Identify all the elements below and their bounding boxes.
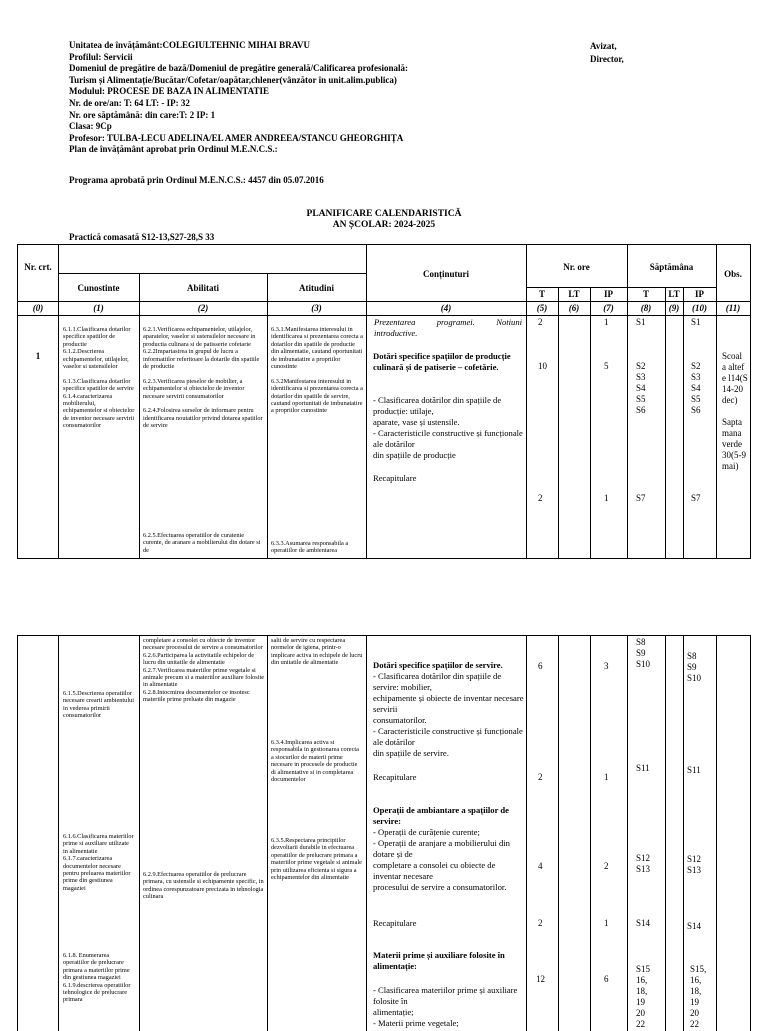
profile: Profilul: Servicii bbox=[69, 51, 133, 62]
col-num-11: (11) bbox=[725, 303, 741, 313]
row-1-number: 1 bbox=[35, 351, 41, 361]
row-2-cunostinte-c: 6.1.8. Enumerarea operatiilor de prelucrare primara a materiilor prime din gestiunea magaziei 6.1.9.descrierea operatiilor tehnologice de prelucrare primara bbox=[63, 952, 131, 1004]
col-num-0: (0) bbox=[32, 303, 44, 313]
class: Clasa: 9Cp bbox=[69, 121, 112, 132]
col-num-1: (1) bbox=[93, 303, 104, 313]
row-2-weeks-ip-e: S15, 16, 18, 19 20 22 bbox=[690, 964, 707, 1029]
row-2-content-items-1: - Clasificarea dotărilor din spațiile de servire: mobilier, echipamente și obiecte de inventar necesare servirii consumatorilor. - Caracteristicile constructive și funcționale ale dotărilor din spațiile de servire. bbox=[373, 671, 524, 758]
row-1-content-items: - Clasificarea dotărilor din spațiile de producție: utilaje, aparate, vase și ustensile. - Caracteristicile constructive și funcționale ale dotărilor din spațiile de producție bbox=[373, 395, 523, 460]
row-2-hours-ip-a: 3 bbox=[604, 661, 609, 671]
planning-table-1 bbox=[17, 244, 751, 559]
row-2-content-title-3: Materii prime și auxiliare folosite în alimentație: bbox=[373, 950, 507, 971]
col-num-7: (7) bbox=[603, 303, 614, 313]
header-lt-week: LT bbox=[668, 289, 680, 299]
header-nr-crt: Nr. crt. bbox=[24, 262, 52, 272]
header-ip: IP bbox=[604, 289, 613, 299]
row-1-content-title: Dotări specifice spațiilor de producție culinară și de patiserie – cofetărie. bbox=[373, 351, 513, 372]
header-saptamana: Săptămâna bbox=[649, 262, 694, 272]
header-t: T bbox=[538, 289, 545, 299]
header-cunostinte: Cunostinte bbox=[77, 283, 120, 293]
row-2-weeks-t-c: S12 S13 bbox=[636, 853, 651, 874]
col-num-8: (8) bbox=[640, 303, 652, 313]
row-2-hours-ip-b: 1 bbox=[604, 772, 609, 782]
col-num-10: (10) bbox=[692, 303, 707, 313]
row-1-hours-t: 2 10 2 bbox=[538, 317, 547, 503]
row-1-weeks-ip: S1 S2 S3 S4 S5 S6 S7 bbox=[691, 317, 701, 503]
row-1-cunostinte: 6.1.1.Clasificarea dotarilor specifice spatiilor de productie 6.1.2.Descrierea echipamentelor, utilajelor, vaselor si ustensilelor 6.1.3.Clasificarea dotarilor specifice spatiilor de servire 6.1.4.caracterizarea mobilierului, echipamentelor si obiectelor de inventor necesare servirii consumatorilor bbox=[63, 326, 135, 430]
domain: Domeniul de pregătire de bază/Domeniul de pregătire generală/Calificarea profesională: bbox=[69, 63, 408, 74]
header-atitudini: Atitudini bbox=[298, 283, 334, 293]
row-2-atitudini-b: 6.3.4.Implicarea activa si responsabila in gestionarea corecta a stocurilor de materii prime necesare in procesele de productie di alimentative si in completarea documentelor bbox=[271, 739, 361, 784]
row-2-hours-t-d: 2 bbox=[538, 918, 543, 928]
col-num-5: (5) bbox=[536, 303, 548, 313]
row-2-cunostinte-b: 6.1.6.Clasificarea materiilor prime si auxiliare utilizate in alimentatie 6.1.7.caracterizarea documentelor necesare pentru preluarea materiilor prime din gestiunea magaziei bbox=[63, 833, 134, 892]
row-2-content-title-1: Dotări specifice spațiilor de servire. bbox=[373, 660, 503, 670]
row-2-recap-2: Recapitulare bbox=[373, 918, 417, 928]
practice-note: Practică comasată S12-13,S27-28,S 33 bbox=[69, 232, 215, 242]
row-2-weeks-t-d: S14 bbox=[636, 918, 651, 928]
header-lt: LT bbox=[568, 289, 580, 299]
row-1-recap: Recapitulare bbox=[373, 473, 417, 483]
director-label: Director, bbox=[590, 54, 624, 64]
row-2-hours-ip-c: 2 bbox=[604, 861, 609, 871]
col-num-2: (2) bbox=[197, 303, 209, 313]
row-2-hours-ip-e: 6 bbox=[604, 974, 609, 984]
row-2-hours-t-b: 2 bbox=[538, 772, 543, 782]
row-2-cunostinte-a: 6.1.5.Descrierea operatiilor necesare crearii ambientului in vederea primirii consumatorilor bbox=[63, 690, 136, 720]
col-num-6: (6) bbox=[568, 303, 580, 313]
row-2-atitudini: salii de servire cu respectarea normelor de igiena, printr-o implicare activa in echipele de lucru din unitatile de alimentatie bbox=[271, 637, 365, 667]
row-2-abilitati: completare a consolei cu obiecte de inventor necesare procesului de servire a consumatorilor 6.2.6.Participarea la activitatile echipelor de lucru din unitatile de alimentatie 6.2.7.Verificarea materiilor prime vegetale si animale precum si a materiilor auxiliare folosite in alimentatie 6.2.8.Intocmirea documentelor ce insotesc materiile prime preluate din magazie bbox=[143, 637, 264, 704]
row-1-hours-ip: 1 5 1 bbox=[604, 317, 609, 503]
row-2-weeks-t-a: S8 S9 S10 bbox=[636, 637, 651, 669]
row-2-weeks-t-e: S15 16, 18, 19 20 22 bbox=[636, 964, 651, 1029]
header-ip-week: IP bbox=[695, 289, 704, 299]
qualification: Turism și Alimentație/Bucătar/Cofetar/oapătar,chlener(vânzător în unit.alim.publica) bbox=[69, 74, 397, 85]
program-approval: Programa aprobată prin Ordinul M.E.N.C.S.: 4457 din 05.07.2016 bbox=[69, 175, 324, 185]
row-2-hours-t-c: 4 bbox=[538, 861, 543, 871]
header-t-week: T bbox=[642, 289, 649, 299]
row-2-atitudini-c: 6.3.5.Respectarea principiilor dezvoltarii durabile in efectuarea operatiilor de prelucrare primara a materiilor prime vegetale si animale prin utilizarea eficienta si sigura a echipamentelor din alimentatie bbox=[271, 837, 364, 882]
document-header bbox=[69, 40, 589, 156]
module: Modulul: PROCESE DE BAZA IN ALIMENTATIE bbox=[69, 86, 269, 97]
curriculum-plan: Plan de învățământ aprobat prin Ordinul M.E.N.C.S.: bbox=[69, 144, 278, 155]
row-1-weeks-t: S1 S2 S3 S4 S5 S6 S7 bbox=[636, 317, 646, 503]
col-num-3: (3) bbox=[311, 303, 322, 313]
row-2-weeks-t-b: S11 bbox=[636, 763, 650, 773]
row-2-weeks-ip-a: S8 S9 S10 bbox=[687, 651, 702, 683]
row-2-weeks-ip-b: S11 bbox=[687, 765, 701, 775]
hours-per-week: Nr. ore săptămână: din care:T: 2 IP: 1 bbox=[69, 109, 216, 120]
row-2-recap-1: Recapitulare bbox=[373, 772, 417, 782]
title-main: PLANIFICARE CALENDARISTICĂ bbox=[306, 209, 462, 219]
page-title bbox=[0, 209, 768, 231]
row-2-hours-t-a: 6 bbox=[538, 661, 543, 671]
row-1-abilitati-continued: 6.2.5.Efectuarea operatiilor de curatenie curente, de aranare a mobilierului din dotare si de bbox=[143, 532, 263, 554]
row-1-atitudini: 6.3.1.Manifestarea interesului in identificarea si prezentarea corecta a dotarilor din spatiile de productie din alimentatie, cautand oportunitati de imbunatatire a propriilor cunostinte 6.3.2Manifestarea interesului in identificarea si prezentarea corecta a dotarilor din spatiile de servire, cautand oportunitati de imbunatatire a propriilor cunostinte bbox=[271, 326, 363, 415]
avizat-label: Avizat, bbox=[590, 41, 617, 51]
header-obs: Obs. bbox=[724, 269, 742, 279]
row-2-weeks-ip-c: S12 S13 bbox=[687, 854, 702, 875]
row-2-content-items-2: - Operații de curățenie curente; - Operații de aranjare a mobilierului din dotare și de completare a consolei cu obiecte de inventar necesare procesului de servire a consumatorilor. bbox=[373, 827, 510, 892]
row-1-obs: Scoal a altefe l14(S 14-20 dec) Sapta mana verde 30(5-9 mai) bbox=[722, 351, 748, 471]
row-2-weeks-ip-d: S14 bbox=[687, 921, 702, 931]
planning-table-2 bbox=[17, 635, 751, 1031]
row-2-content-items-3: - Clasificarea materiilor prime și auxiliare folosite în alimentație; - Materii prime vegetale; bbox=[373, 985, 518, 1028]
teachers: Profesor: TULBA-LECU ADELINA/EL AMER ANDREEA/STANCU GHEORGHIȚA bbox=[69, 132, 404, 143]
row-1-abilitati: 6.2.1.Verificarea echipamentelor, utilajelor, aparatelor, vaselor si ustensilelor necesare in productia culinara si de patisserie cofetarie 6.2.2Impartasirea in grupul de lucru a informatiilor referitoare la dotarile din spatiile de productie 6.2.3.Verificarea pieselor de mobilier, a echipamentelor si obiectelor de inventor necesare servirii consumatorilor 6.2.4.Folosirea surselor de informare pentru identificarea noutatilor privind dotarea spatiilor de servire bbox=[143, 326, 263, 430]
row-1-intro: Prezentarea programei. Notiuni introductive. bbox=[374, 317, 525, 338]
hours-per-year: Nr. de ore/an: T: 64 LT: - IP: 32 bbox=[69, 97, 190, 108]
col-num-9: (9) bbox=[668, 303, 680, 313]
header-nr-ore: Nr. ore bbox=[563, 262, 590, 272]
unit-name: Unitatea de învățământ:COLEGIULTEHNIC MIHAI BRAVU bbox=[69, 40, 311, 50]
row-1-atitudini-continued: 6.3.3.Asumarea responsabila a operatiilor de ambientarea bbox=[271, 540, 350, 555]
col-num-4: (4) bbox=[440, 303, 452, 313]
row-2-abilitati-b: 6.2.9.Efectuarea operatiilor de prelucrare primara, cu ustensile si echipamente specific, in ordinea corespunzatoare precizata in tehnologia culinara bbox=[143, 871, 266, 901]
row-2-content-title-2: Operații de ambiantare a spațiilor de servire: bbox=[373, 805, 512, 826]
header-continuturi: Conținuturi bbox=[422, 269, 469, 279]
approval-block bbox=[590, 40, 624, 66]
row-2-hours-ip-d: 1 bbox=[604, 918, 609, 928]
header-abilitati: Abilitati bbox=[186, 283, 219, 293]
row-2-hours-t-e: 12 bbox=[536, 974, 545, 984]
title-year: AN ȘCOLAR: 2024-2025 bbox=[332, 220, 436, 230]
